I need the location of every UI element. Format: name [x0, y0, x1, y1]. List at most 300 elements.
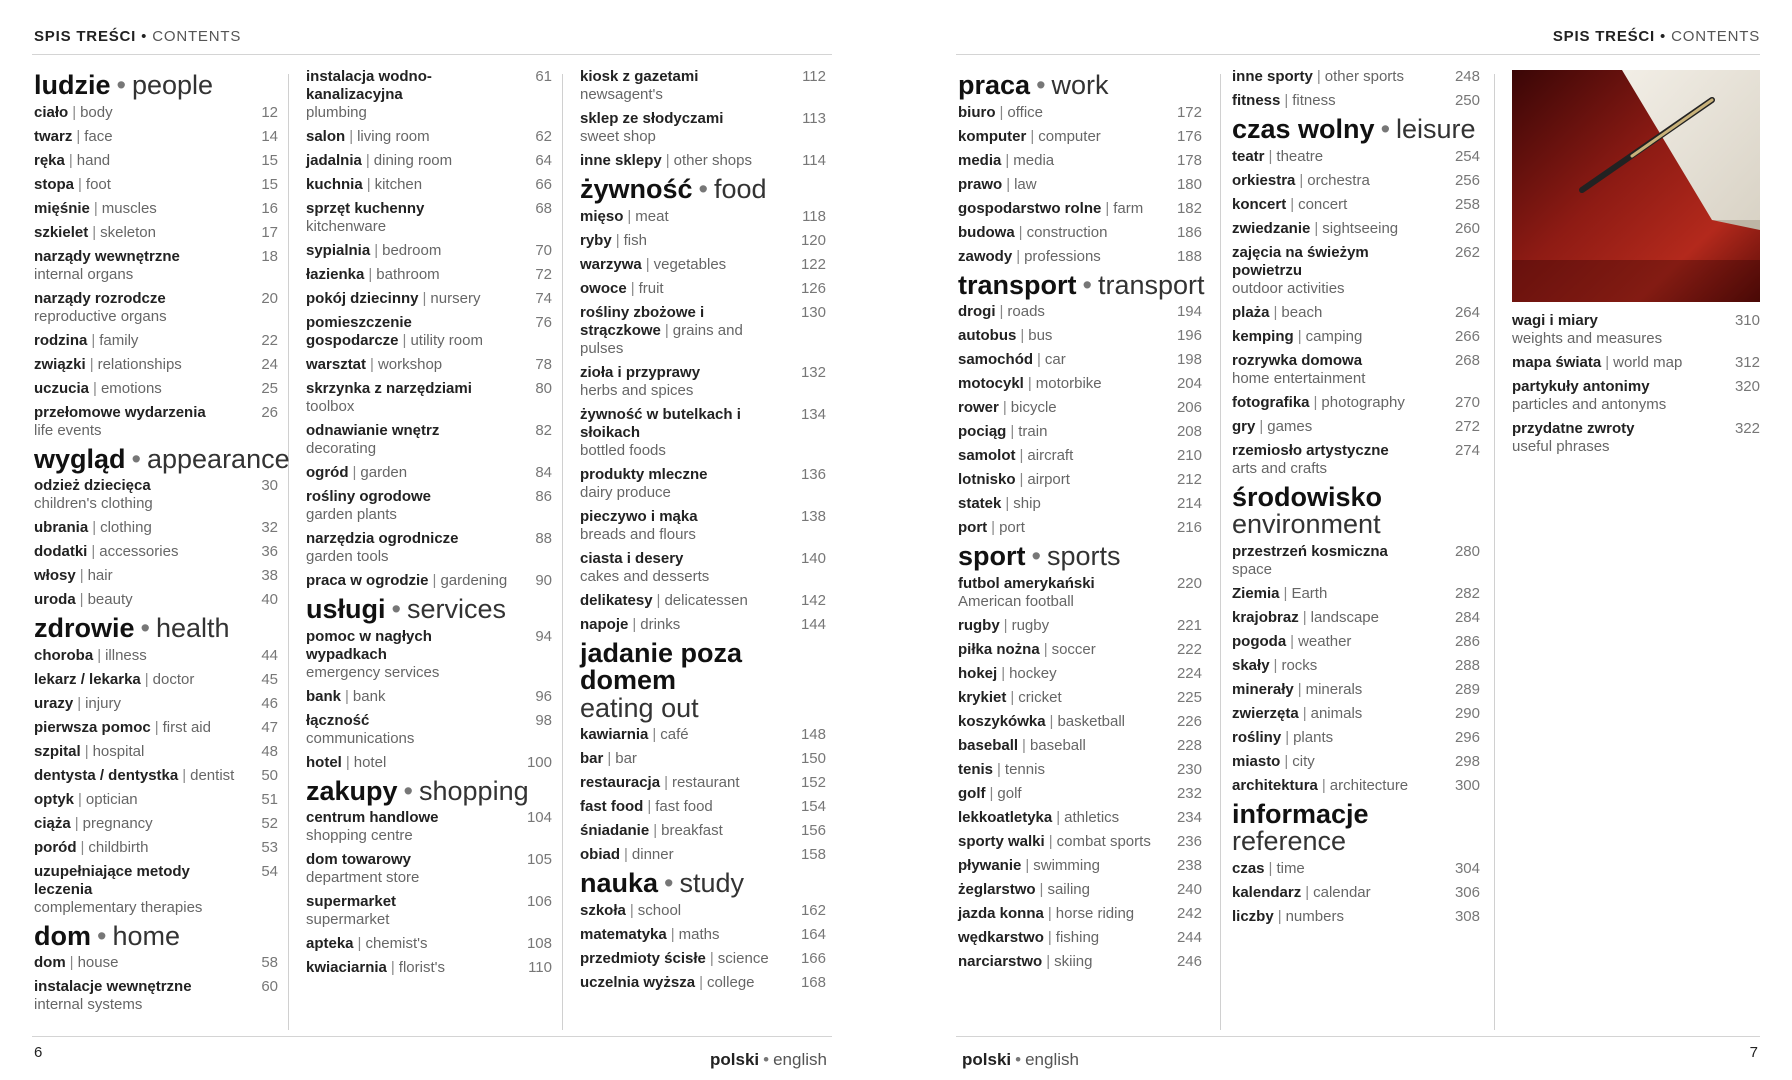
toc-entry-florist-s[interactable] [306, 959, 552, 977]
toc-entry-bedroom[interactable] [306, 242, 552, 260]
toc-entry-optician[interactable] [34, 791, 278, 809]
toc-entry-internal-organs[interactable] [34, 248, 278, 284]
footer-language-left [710, 1050, 827, 1070]
toc-entry-port[interactable] [958, 519, 1202, 537]
toc-entry-animals[interactable] [1232, 705, 1480, 723]
toc-entry-bar[interactable] [580, 750, 826, 768]
toc-entry-vegetables[interactable] [580, 256, 826, 274]
toc-entry-ship[interactable] [958, 495, 1202, 513]
section-title-pl: usługi [306, 594, 386, 624]
toc-entry-body[interactable] [34, 104, 278, 122]
entry-page-number: 158 [800, 846, 826, 864]
entry-label-pl: ciąża [34, 814, 71, 832]
section-title-pl: zakupy [306, 775, 398, 806]
toc-entry-beach[interactable] [1232, 304, 1480, 322]
toc-entry-aircraft[interactable] [958, 447, 1202, 465]
toc-entry-internal-systems[interactable] [34, 978, 278, 1014]
entry-label-en: beauty [87, 591, 133, 609]
toc-entry-college[interactable] [580, 974, 826, 992]
toc-entry-outdoor-activities[interactable] [1232, 244, 1480, 298]
footer-lang-en: english [1025, 1050, 1079, 1069]
toc-entry-family[interactable] [34, 332, 278, 350]
entry-label-en: chemist's [365, 935, 428, 953]
entry-label-pl: ręka [34, 151, 65, 169]
toc-entry-law[interactable] [958, 176, 1202, 194]
toc-entry-injury[interactable] [34, 695, 278, 713]
entry-label-pl: jazda konna [958, 904, 1044, 922]
toc-entry-life-events[interactable] [34, 404, 278, 440]
entry-page-number: 44 [261, 646, 278, 664]
toc-entry-garden-plants[interactable] [306, 488, 552, 524]
toc-entry-baseball[interactable] [958, 737, 1202, 755]
toc-entry-foot[interactable] [34, 176, 278, 194]
toc-entry-horse-riding[interactable] [958, 905, 1202, 923]
entry-label-pl: rośliny zbożowe i strączkowe [580, 303, 705, 339]
toc-entry-meat[interactable] [580, 208, 826, 226]
entry-label-pl: samolot [958, 447, 1016, 465]
toc-entry-herbs-and-spices[interactable] [580, 364, 826, 400]
entry-label-en: cricket [1018, 688, 1062, 706]
entry-separator: | [349, 128, 354, 145]
toc-entry-airport[interactable] [958, 471, 1202, 489]
entry-separator: | [1019, 471, 1024, 489]
entry-label-en: fishing [1055, 928, 1100, 946]
toc-entry-complementary-therapies[interactable] [34, 863, 278, 917]
entry-label-pl: gospodarstwo rolne [958, 199, 1102, 217]
entry-label-pl: fitness [1232, 92, 1281, 109]
toc-entry-toolbox[interactable] [306, 380, 552, 416]
entry-page-number: 246 [1176, 952, 1202, 970]
entry-label-pl: komputer [958, 127, 1027, 145]
toc-entry-bus[interactable] [958, 327, 1202, 345]
toc-entry-rugby[interactable] [958, 617, 1202, 635]
toc-entry-relationships[interactable] [34, 356, 278, 374]
entry-separator: | [422, 290, 427, 307]
entry-label-pl: golf [958, 784, 986, 802]
toc-entry-illness[interactable] [34, 647, 278, 665]
section-heading-health [34, 615, 278, 643]
header-right-en: CONTENTS [1671, 28, 1760, 45]
entry-label-pl: instalacja wodno-kanalizacyjna [306, 68, 432, 103]
toc-entry-tennis[interactable] [958, 761, 1202, 779]
toc-entry-camping[interactable] [1232, 328, 1480, 346]
section-dot: • [140, 613, 150, 644]
entry-label-pl: narządy rozrodcze [34, 289, 166, 307]
toc-entry-fitness[interactable] [1232, 92, 1480, 110]
entry-page-number: 26 [261, 403, 278, 421]
entry-label-pl: apteka [306, 935, 354, 953]
toc-entry-fish[interactable] [580, 232, 826, 250]
toc-entry-garden-tools[interactable] [306, 530, 552, 566]
toc-entry-drinks[interactable] [580, 616, 826, 634]
toc-entry-face[interactable] [34, 128, 278, 146]
entry-separator: | [402, 332, 407, 349]
entry-page-number: 258 [1454, 195, 1480, 213]
entry-separator: | [92, 519, 97, 537]
entry-separator: | [1020, 327, 1025, 345]
toc-entry-world-map[interactable] [1512, 354, 1760, 372]
entry-separator: | [1605, 354, 1610, 371]
entry-label-pl: mięśnie [34, 199, 90, 217]
toc-entry-train[interactable] [958, 423, 1202, 441]
toc-column-1 [34, 68, 290, 1020]
section-title-en: services [406, 594, 506, 624]
toc-entry-bottled-foods[interactable] [580, 406, 826, 460]
toc-entry-combat-sports[interactable] [958, 833, 1202, 851]
entry-label-en: sightseeing [1322, 219, 1399, 237]
entry-label-en: herbs and spices [580, 381, 694, 399]
entry-separator: | [664, 321, 669, 339]
entry-label-pl: odzież dziecięca [34, 477, 151, 495]
toc-entry-delicatessen[interactable] [580, 592, 826, 610]
entry-separator: | [629, 901, 634, 919]
toc-entry-construction[interactable] [958, 224, 1202, 242]
entry-label-pl: motocykl [958, 375, 1024, 393]
toc-entry-emotions[interactable] [34, 380, 278, 398]
entry-page-number: 248 [1454, 68, 1480, 85]
toc-entry-emergency-services[interactable] [306, 628, 552, 682]
entry-label-en: hair [87, 567, 113, 585]
entry-page-number: 304 [1454, 859, 1480, 877]
entry-label-pl: uzupełniające metody leczenia [34, 862, 190, 898]
entry-label-pl: zioła i przyprawy [580, 363, 701, 381]
toc-entry-chemist-s[interactable] [306, 935, 552, 953]
entry-label-pl: pływanie [958, 856, 1022, 874]
entry-page-number: 16 [261, 199, 278, 217]
toc-entry-kitchen[interactable] [306, 176, 552, 194]
toc-entry-weather[interactable] [1232, 633, 1480, 651]
toc-entry-sailing[interactable] [958, 881, 1202, 899]
entry-separator: | [607, 750, 612, 768]
toc-entry-muscles[interactable] [34, 200, 278, 218]
entry-label-pl: rower [958, 399, 999, 417]
entry-label-en: childbirth [88, 838, 149, 856]
toc-entry-kitchenware[interactable] [306, 200, 552, 236]
toc-entry-professions[interactable] [958, 248, 1202, 266]
entry-label-pl: szpital [34, 742, 81, 760]
entry-label-pl: biuro [958, 103, 996, 121]
toc-entry-skeleton[interactable] [34, 224, 278, 242]
toc-entry-newsagent-s[interactable] [580, 68, 826, 104]
entry-page-number: 308 [1454, 907, 1480, 925]
section-heading-leisure [1232, 116, 1480, 144]
entry-separator: | [1297, 680, 1302, 698]
section-dot: • [403, 775, 413, 806]
entry-page-number: 298 [1454, 752, 1480, 770]
toc-entry-plants[interactable] [1232, 729, 1480, 747]
entry-label-pl: uczucia [34, 379, 90, 397]
toc-entry-gardening[interactable] [306, 572, 552, 590]
toc-entry-cricket[interactable] [958, 689, 1202, 707]
entry-label-en: decorating [306, 440, 377, 457]
toc-entry-games[interactable] [1232, 418, 1480, 436]
toc-entry-farm[interactable] [958, 200, 1202, 218]
toc-entry-nursery[interactable] [306, 290, 552, 308]
entry-label-en: particles and antonyms [1512, 396, 1667, 413]
entry-label-pl: pociąg [958, 423, 1007, 441]
toc-entry-earth[interactable] [1232, 585, 1480, 603]
entry-label-pl: łączność [306, 711, 370, 729]
entry-label-en: kitchenware [306, 218, 387, 235]
section-heading-reference [1232, 798, 1480, 857]
toc-entry-orchestra[interactable] [1232, 172, 1480, 190]
entry-separator: | [1273, 303, 1278, 321]
entry-label-en: hand [76, 151, 111, 169]
toc-entry-science[interactable] [580, 950, 826, 968]
entry-page-number: 268 [1454, 351, 1480, 369]
entry-label-pl: delikatesy [580, 591, 653, 609]
entry-label-en: motorbike [1035, 375, 1102, 393]
toc-entry-breads-and-flours[interactable] [580, 508, 826, 544]
toc-entry-computer[interactable] [958, 128, 1202, 146]
toc-entry-soccer[interactable] [958, 641, 1202, 659]
section-heading-environment [1232, 481, 1480, 540]
toc-entry-useful-phrases[interactable] [1512, 420, 1760, 456]
section-title-pl: dom [34, 920, 91, 951]
header-rule-right [956, 54, 1760, 55]
toc-entry-calendar[interactable] [1232, 884, 1480, 902]
entry-label-en: port [999, 519, 1025, 537]
toc-entry-fast-food[interactable] [580, 798, 826, 816]
toc-entry-bank[interactable] [306, 688, 552, 706]
toc-entry-other-shops[interactable] [580, 152, 826, 170]
entry-page-number: 14 [261, 127, 278, 145]
entry-separator: | [345, 687, 349, 705]
toc-entry-rocks[interactable] [1232, 657, 1480, 675]
entry-page-number: 25 [261, 379, 278, 397]
entry-page-number: 50 [261, 766, 278, 784]
toc-entry-other-sports[interactable] [1232, 68, 1480, 86]
toc-entry-breakfast[interactable] [580, 822, 826, 840]
toc-entry-school[interactable] [580, 902, 826, 920]
entry-label-en: bedroom [382, 242, 442, 259]
toc-entry-decorating[interactable] [306, 422, 552, 458]
toc-entry-hand[interactable] [34, 152, 278, 170]
entry-label-pl: dentysta / dentystka [34, 766, 179, 784]
entry-separator: | [1048, 832, 1053, 850]
toc-entry-theatre[interactable] [1232, 148, 1480, 166]
entry-page-number: 196 [1176, 327, 1202, 345]
entry-separator: | [1273, 656, 1278, 674]
header-left [34, 28, 241, 45]
entry-label-pl: związki [34, 355, 86, 373]
toc-entry-reproductive-organs[interactable] [34, 290, 278, 326]
entry-separator: | [390, 959, 395, 977]
entry-label-pl: czas [1232, 859, 1265, 877]
entry-label-en: breakfast [661, 822, 723, 840]
toc-entry-hospital[interactable] [34, 743, 278, 761]
toc-column-3 [580, 68, 826, 998]
toc-entry-caf[interactable] [580, 726, 826, 744]
entry-label-en: aircraft [1027, 447, 1074, 465]
toc-entry-childbirth[interactable] [34, 839, 278, 857]
toc-entry-house[interactable] [34, 954, 278, 972]
toc-entry-car[interactable] [958, 351, 1202, 369]
entry-page-number: 262 [1454, 243, 1480, 261]
entry-label-en: arts and crafts [1232, 459, 1328, 477]
toc-entry-roads[interactable] [958, 303, 1202, 321]
toc-entry-city[interactable] [1232, 753, 1480, 771]
toc-entry-skiing[interactable] [958, 953, 1202, 971]
entry-label-en: computer [1038, 127, 1101, 145]
toc-entry-dairy-produce[interactable] [580, 466, 826, 502]
toc-entry-hair[interactable] [34, 567, 278, 585]
toc-entry-swimming[interactable] [958, 857, 1202, 875]
toc-entry-arts-and-crafts[interactable] [1232, 442, 1480, 478]
toc-entry-grains-and-pulses[interactable] [580, 304, 826, 358]
entry-label-en: internal organs [34, 265, 134, 283]
section-title-en: shopping [419, 775, 529, 806]
toc-entry-supermarket[interactable] [306, 893, 552, 929]
entry-label-en: American football [958, 592, 1074, 610]
toc-entry-landscape[interactable] [1232, 609, 1480, 627]
entry-label-en: other sports [1324, 68, 1404, 85]
entry-label-en: farm [1113, 199, 1144, 217]
toc-entry-dinner[interactable] [580, 846, 826, 864]
toc-entry-plumbing[interactable] [306, 68, 552, 122]
toc-entry-basketball[interactable] [958, 713, 1202, 731]
entry-page-number: 148 [800, 726, 826, 744]
entry-separator: | [77, 694, 82, 712]
entry-separator: | [92, 223, 97, 241]
toc-entry-bathroom[interactable] [306, 266, 552, 284]
toc-entry-maths[interactable] [580, 926, 826, 944]
toc-entry-athletics[interactable] [958, 809, 1202, 827]
toc-entry-photography[interactable] [1232, 394, 1480, 412]
toc-entry-concert[interactable] [1232, 196, 1480, 214]
entry-separator: | [1302, 704, 1307, 722]
toc-entry-office[interactable] [958, 104, 1202, 122]
entry-page-number: 12 [261, 103, 278, 121]
toc-entry-clothing[interactable] [34, 519, 278, 537]
section-title-en: reference [1232, 826, 1347, 857]
footer-lang-pl: polski [962, 1050, 1012, 1069]
toc-entry-american-football[interactable] [958, 575, 1202, 611]
section-title-en: people [131, 70, 214, 100]
toc-entry-dentist[interactable] [34, 767, 278, 785]
toc-entry-living-room[interactable] [306, 128, 552, 146]
entry-separator: | [709, 949, 714, 967]
toc-entry-weights-and-measures[interactable] [1512, 312, 1760, 348]
entry-separator: | [1056, 808, 1061, 826]
entry-page-number: 126 [800, 279, 826, 297]
toc-entry-pregnancy[interactable] [34, 815, 278, 833]
toc-entry-utility-room[interactable] [306, 314, 552, 350]
toc-entry-fruit[interactable] [580, 280, 826, 298]
entry-label-en: city [1292, 752, 1315, 770]
toc-entry-hotel[interactable] [306, 754, 552, 772]
entry-label-en: rugby [1011, 616, 1050, 634]
toc-entry-accessories[interactable] [34, 543, 278, 561]
entry-label-en: living room [357, 128, 430, 145]
entry-page-number: 86 [535, 488, 552, 505]
toc-entry-particles-and-antonyms[interactable] [1512, 378, 1760, 414]
entry-separator: | [1285, 728, 1290, 746]
entry-page-number: 178 [1176, 151, 1202, 169]
toc-entry-space[interactable] [1232, 543, 1480, 579]
entry-label-pl: pomieszczenie gospodarcze [306, 314, 412, 349]
toc-entry-sightseeing[interactable] [1232, 220, 1480, 238]
entry-label-en: plumbing [306, 104, 367, 121]
entry-separator: | [432, 572, 437, 589]
entry-label-pl: lekarz / lekarka [34, 670, 141, 688]
toc-entry-cakes-and-desserts[interactable] [580, 550, 826, 586]
entry-label-en: school [637, 901, 682, 919]
entry-page-number: 274 [1454, 441, 1480, 459]
entry-separator: | [1313, 393, 1318, 411]
toc-entry-doctor[interactable] [34, 671, 278, 689]
toc-entry-restaurant[interactable] [580, 774, 826, 792]
toc-entry-children-s-clothing[interactable] [34, 477, 278, 513]
toc-entry-minerals[interactable] [1232, 681, 1480, 699]
toc-entry-motorbike[interactable] [958, 375, 1202, 393]
toc-entry-dining-room[interactable] [306, 152, 552, 170]
entry-separator: | [79, 591, 84, 609]
toc-entry-first-aid[interactable] [34, 719, 278, 737]
entry-label-en: nursery [430, 290, 481, 307]
toc-entry-architecture[interactable] [1232, 777, 1480, 795]
entry-separator: | [368, 266, 373, 283]
toc-entry-communications[interactable] [306, 712, 552, 748]
toc-entry-time[interactable] [1232, 860, 1480, 878]
toc-entry-sweet-shop[interactable] [580, 110, 826, 146]
toc-entry-golf[interactable] [958, 785, 1202, 803]
toc-entry-garden[interactable] [306, 464, 552, 482]
entry-page-number: 60 [261, 978, 278, 996]
entry-label-en: college [706, 973, 755, 991]
entry-page-number: 30 [261, 477, 278, 495]
toc-entry-beauty[interactable] [34, 591, 278, 609]
entry-label-pl: twarz [34, 127, 73, 145]
entry-label-en: bar [615, 750, 637, 768]
section-title-en: study [679, 868, 745, 899]
toc-entry-fishing[interactable] [958, 929, 1202, 947]
entry-label-pl: gry [1232, 417, 1256, 435]
entry-page-number: 53 [261, 838, 278, 856]
entry-page-number: 288 [1454, 656, 1480, 674]
entry-label-en: other shops [673, 152, 752, 169]
toc-entry-numbers[interactable] [1232, 908, 1480, 926]
toc-entry-shopping-centre[interactable] [306, 809, 552, 845]
entry-page-number: 198 [1176, 351, 1202, 369]
toc-entry-media[interactable] [958, 152, 1202, 170]
entry-separator: | [615, 231, 620, 249]
entry-separator: | [1002, 399, 1007, 417]
entry-label-pl: przedmioty ścisłe [580, 949, 706, 967]
entry-label-en: minerals [1305, 680, 1363, 698]
toc-entry-hockey[interactable] [958, 665, 1202, 683]
entry-label-en: vegetables [653, 255, 727, 273]
section-dot: • [131, 443, 141, 474]
entry-label-en: body [80, 103, 113, 121]
entry-page-number: 234 [1176, 808, 1202, 826]
entry-label-pl: miasto [1232, 752, 1281, 770]
toc-entry-bicycle[interactable] [958, 399, 1202, 417]
section-title-en: sports [1046, 541, 1121, 572]
entry-separator: | [345, 753, 350, 771]
toc-column-2 [306, 68, 552, 983]
entry-label-pl: rośliny [1232, 728, 1282, 746]
toc-entry-home-entertainment[interactable] [1232, 352, 1480, 388]
entry-label-pl: mapa świata [1512, 354, 1602, 371]
entry-separator: | [1316, 68, 1321, 85]
toc-entry-department-store[interactable] [306, 851, 552, 887]
section-heading-work [958, 72, 1202, 100]
entry-label-pl: inne sklepy [580, 152, 662, 169]
entry-page-number: 172 [1176, 103, 1202, 121]
entry-label-pl: łazienka [306, 266, 365, 283]
toc-entry-workshop[interactable] [306, 356, 552, 374]
